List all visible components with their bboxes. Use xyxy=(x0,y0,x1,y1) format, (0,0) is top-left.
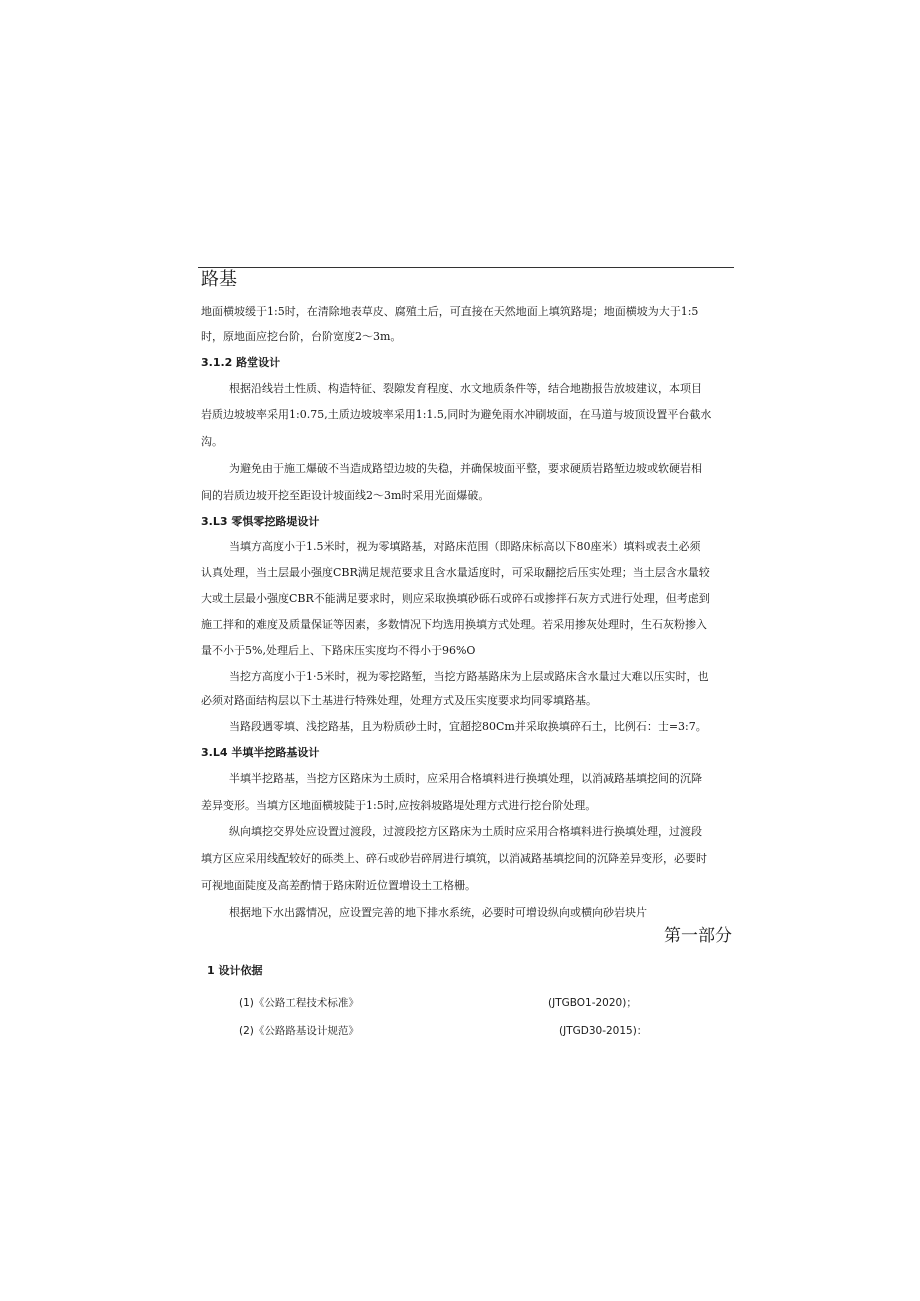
reference-code: (JTGD30-2015)： xyxy=(559,1025,648,1037)
body-text-line: 地面横坡缓于1:5时，在清除地表草皮、腐殖土后，可直接在天然地面上填筑路堤；地面横坡为大于1:5 xyxy=(201,305,699,318)
body-text-line: 施工拌和的难度及质量保证等因素，多数情况下均选用换填方式处理。若采用掺灰处理时，生石灰粉掺入 xyxy=(201,618,707,631)
body-text-line: 必须对路面结构层以下土基进行特殊处理，处理方式及压实度要求均同零填路基。 xyxy=(201,694,597,707)
body-text-line: 为避免由于施工爆破不当造成路望边坡的失稳，并确保坡面平整，要求硬质岩路堑边坡或软硬岩相 xyxy=(229,462,702,475)
body-text-line: 可视地面陡度及高差酌情于路床附近位置增设土工格栅。 xyxy=(201,879,476,892)
body-text-line: 认真处理，当土层最小强度CBR满足规范要求且含水量适度时，可采取翻挖后压实处理；当土层含水量较 xyxy=(201,566,710,579)
basis-title: 1 设计依据 xyxy=(207,964,263,977)
body-text-line: 差异变形。当填方区地面横坡陡于1:5时,应按斜坡路堤处理方式进行挖台阶处理。 xyxy=(201,799,597,812)
body-text-line: 根据地下水出露情况，应设置完善的地下排水系统，必要时可增设纵向或横向砂岩块片 xyxy=(229,906,647,919)
body-text-line: 间的岩质边坡开挖至距设计坡面线2～3m时采用光面爆破。 xyxy=(201,489,490,502)
header-rule xyxy=(198,267,734,268)
body-text-line: 当挖方高度小于1·5米时，视为零挖路堑，当挖方路基路床为上层或路床含水量过大难以压实时，也 xyxy=(229,670,709,683)
body-text-line: 沟。 xyxy=(201,435,223,448)
body-text-line: 根据沿线岩土性质、构造特征、裂隙发育程度、水文地质条件等，结合地勘报告放坡建议，本项目 xyxy=(229,382,702,395)
subsection-title: 3.L4 半填半挖路基设计 xyxy=(201,746,320,759)
body-text-line: 岩质边坡坡率采用1:0.75,土质边坡坡率采用1:1.5,同时为避免雨水冲刷坡面，在马道与坡顶设置平台截水 xyxy=(201,408,712,421)
part-heading: 第一部分 xyxy=(664,926,732,946)
subsection-title: 3.1.2 路堂设计 xyxy=(201,356,281,369)
body-text-line: 半填半挖路基，当挖方区路床为土质时，应采用合格填料进行换填处理，以消减路基填挖间的沉降 xyxy=(229,772,702,785)
body-text-line: 填方区应采用线配较好的砾类上、碎石或砂岩碎屑进行填筑，以消减路基填挖间的沉降差异变形，必要时 xyxy=(201,852,707,865)
body-text-line: 当路段遇零填、浅挖路基，且为粉质砂土时，宜超挖80Cm并采取换填碎石土，比例石：士=3:7。 xyxy=(229,720,707,733)
body-text-line: 当填方高度小于1.5米时，视为零填路基，对路床范围（即路床标高以下80座米）填料或表土必须 xyxy=(229,540,701,553)
reference-label: (1)《公路工程技术标准》 xyxy=(239,997,359,1009)
body-text-line: 时，原地面应挖台阶，台阶宽度2～3m。 xyxy=(201,330,402,343)
reference-label: (2)《公路路基设计规范》 xyxy=(239,1025,359,1037)
body-text-line: 纵向填挖交界处应设置过渡段，过渡段挖方区路床为土质时应采用合格填料进行换填处理，过渡段 xyxy=(229,825,702,838)
section-heading: 路基 xyxy=(201,269,237,290)
subsection-title: 3.L3 零惧零挖路堤设计 xyxy=(201,515,320,528)
reference-code: (JTGBO1-2020)； xyxy=(548,997,637,1009)
body-text-line: 大或土层最小强度CBR不能满足要求时，则应采取换填砂砾石或碎石或掺拌石灰方式进行处理，但考虑到 xyxy=(201,592,710,605)
body-text-line: 量不小于5%,处理后上、下路床压实度均不得小于96%O xyxy=(201,644,476,657)
